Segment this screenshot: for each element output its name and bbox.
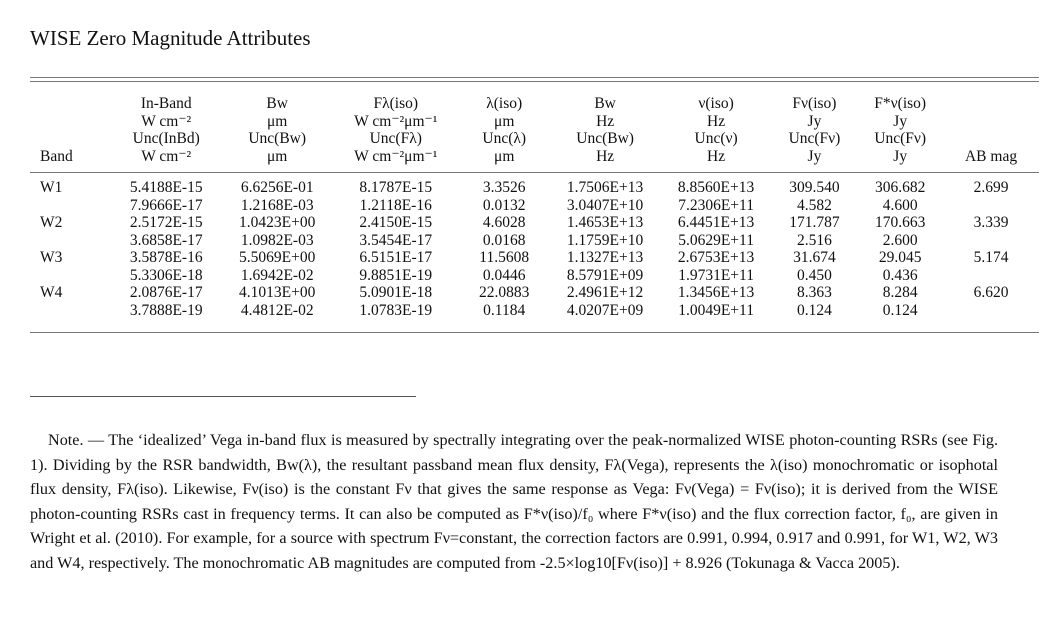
header-cell: F*ν(iso) xyxy=(874,95,927,112)
header-cell xyxy=(30,113,111,131)
value-cell: 1.6942E-02 xyxy=(240,266,314,284)
header-cell: Jy xyxy=(893,147,908,165)
value-cell: 2.6753E+13 xyxy=(677,249,755,266)
header-cell: Unc(Fλ) xyxy=(369,130,422,147)
value-cell xyxy=(943,197,1039,215)
value-cell: 29.045 xyxy=(878,249,922,266)
band-cell: W1 xyxy=(40,179,63,196)
header-cell: μm xyxy=(494,112,515,130)
header-cell: μm xyxy=(494,147,515,165)
value-cell: 8.5791E+09 xyxy=(566,266,644,284)
value-cell: 2.4150E-15 xyxy=(359,214,433,231)
table-row xyxy=(30,214,1039,232)
value-cell: 9.8851E-19 xyxy=(359,266,433,284)
header-cell xyxy=(943,130,1039,148)
header-cell: W cm⁻²μm⁻¹ xyxy=(354,112,438,130)
value-cell: 22.0883 xyxy=(479,284,530,301)
header-cell: Unc(λ) xyxy=(482,130,527,147)
value-cell: 6.620 xyxy=(973,284,1009,301)
value-cell: 11.5608 xyxy=(479,249,530,266)
value-cell: 0.450 xyxy=(797,266,832,284)
value-cell xyxy=(943,267,1039,285)
table-title: WISE Zero Magnitude Attributes xyxy=(30,26,311,50)
value-cell: 8.363 xyxy=(797,284,832,301)
value-cell: 5.5069E+00 xyxy=(239,249,316,266)
header-cell: Hz xyxy=(707,112,726,130)
value-cell: 5.0901E-18 xyxy=(359,284,433,301)
band-cell xyxy=(30,302,111,320)
value-cell: 1.0423E+00 xyxy=(239,214,316,231)
value-cell: 309.540 xyxy=(789,179,840,196)
value-cell: 3.339 xyxy=(973,214,1009,231)
value-cell: 7.9666E-17 xyxy=(129,196,203,214)
table-header xyxy=(30,95,1039,179)
value-cell: 8.284 xyxy=(882,284,918,301)
zero-magnitude-table xyxy=(30,95,1039,319)
value-cell: 171.787 xyxy=(789,214,840,231)
value-cell: 1.0783E-19 xyxy=(359,301,433,319)
header-row xyxy=(30,113,1039,131)
table-row xyxy=(30,232,1039,250)
value-cell: 4.1013E+00 xyxy=(239,284,316,301)
value-cell: 2.699 xyxy=(973,179,1009,196)
value-cell: 6.6256E-01 xyxy=(240,179,314,196)
value-cell: 1.1327E+13 xyxy=(566,249,644,266)
header-cell xyxy=(943,95,1039,113)
value-cell: 1.0982E-03 xyxy=(240,231,314,249)
value-cell: 4.6028 xyxy=(482,214,526,231)
header-cell: W cm⁻²μm⁻¹ xyxy=(354,147,438,165)
value-cell: 2.600 xyxy=(882,231,918,249)
value-cell: 5.0629E+11 xyxy=(678,231,754,249)
value-cell: 3.5454E-17 xyxy=(359,231,433,249)
header-cell: Jy xyxy=(807,112,822,130)
header-cell: Bw xyxy=(266,95,288,112)
header-cell: Unc(InBd) xyxy=(132,130,200,147)
table-row xyxy=(30,249,1039,267)
header-cell: W cm⁻² xyxy=(141,147,192,165)
header-cell: Hz xyxy=(707,147,726,165)
header-cell xyxy=(943,113,1039,131)
value-cell: 5.4188E-15 xyxy=(129,179,203,196)
value-cell: 0.436 xyxy=(882,266,918,284)
value-cell xyxy=(943,302,1039,320)
value-cell xyxy=(943,232,1039,250)
value-cell: 3.5878E-16 xyxy=(129,249,203,266)
value-cell: 1.4653E+13 xyxy=(566,214,644,231)
band-cell: W2 xyxy=(40,214,63,231)
band-cell: W4 xyxy=(40,284,63,301)
value-cell: 0.0168 xyxy=(482,231,526,249)
header-cell: Unc(ν) xyxy=(694,130,738,147)
value-cell: 2.4961E+12 xyxy=(566,284,644,301)
value-cell: 0.1184 xyxy=(483,301,526,319)
band-cell xyxy=(30,267,111,285)
header-cell: λ(iso) xyxy=(486,95,523,112)
value-cell: 4.582 xyxy=(797,196,832,214)
value-cell: 6.5151E-17 xyxy=(359,249,433,266)
value-cell: 6.4451E+13 xyxy=(677,214,755,231)
value-cell: 31.674 xyxy=(793,249,836,266)
table-row xyxy=(30,267,1039,285)
header-row xyxy=(30,95,1039,113)
table-note: Note. — The ‘idealized’ Vega in-band flux is measured by spectrally integrating over the peak-normalized WISE photon-counting RSRs (see Fig. 1). Dividing by the RSR bandwidth, Bw(λ), the resultant passband mean flux density, Fλ(Vega), represents the λ(iso) monochromatic or isophotal flux density, Fλ(iso). Likewise, Fν(iso) is the constant Fν that gives the same response as Vega: Fν(Vega) = Fν(iso); it is derived from the WISE photon-counting RSRs cast in frequency terms. It can also be computed as F*ν(iso)/f₀ where F*ν(iso) and the flux correction factor, f₀, are given in Wright et al. (2010). For example, for a source with spectrum Fν=constant, the correction factors are 0.991, 0.994, 0.917 and 0.991, for W1, W2, W3 and W4, respectively. The monochromatic AB magnitudes are computed from -2.5×log10[Fν(iso)] + 8.926 (Tokunaga & Vacca 2005). xyxy=(30,431,998,572)
header-cell: Jy xyxy=(893,112,908,130)
value-cell: 4.4812E-02 xyxy=(240,301,314,319)
value-cell: 5.3306E-18 xyxy=(129,266,203,284)
value-cell: 8.1787E-15 xyxy=(359,179,433,196)
top-double-rule-1 xyxy=(30,77,1039,78)
header-cell: Hz xyxy=(596,112,615,130)
value-cell: 0.0446 xyxy=(482,266,526,284)
value-cell: 4.600 xyxy=(882,196,918,214)
value-cell: 0.124 xyxy=(797,301,832,319)
header-row xyxy=(30,130,1039,148)
header-cell: ν(iso) xyxy=(698,95,734,112)
band-cell xyxy=(30,197,111,215)
top-double-rule-2 xyxy=(30,81,1039,82)
value-cell: 1.9731E+11 xyxy=(678,266,754,284)
value-cell: 2.5172E-15 xyxy=(129,214,203,231)
header-cell: Band xyxy=(40,147,73,165)
header-row xyxy=(30,148,1039,166)
table-row xyxy=(30,179,1039,197)
header-cell: W cm⁻² xyxy=(141,112,192,130)
value-cell: 170.663 xyxy=(875,214,926,231)
value-cell: 1.7506E+13 xyxy=(566,179,644,196)
value-cell: 3.6858E-17 xyxy=(129,231,203,249)
value-cell: 1.1759E+10 xyxy=(566,231,644,249)
header-cell: Unc(Bw) xyxy=(248,130,307,147)
header-cell xyxy=(30,130,111,148)
value-cell: 1.3456E+13 xyxy=(677,284,755,301)
header-cell: Unc(Fν) xyxy=(788,130,841,147)
value-cell: 5.174 xyxy=(973,249,1009,266)
value-cell: 2.0876E-17 xyxy=(129,284,203,301)
header-cell: In-Band xyxy=(140,95,192,112)
header-cell: Jy xyxy=(807,147,822,165)
header-cell: Fλ(iso) xyxy=(373,95,419,112)
value-cell: 0.124 xyxy=(882,301,918,319)
header-cell: AB mag xyxy=(964,147,1018,165)
value-cell: 3.3526 xyxy=(482,179,526,196)
header-cell: Hz xyxy=(596,147,615,165)
value-cell: 7.2306E+11 xyxy=(678,196,754,214)
header-cell: μm xyxy=(267,112,288,130)
table-row xyxy=(30,197,1039,215)
value-cell: 3.7888E-19 xyxy=(129,301,203,319)
value-cell: 3.0407E+10 xyxy=(566,196,644,214)
value-cell: 8.8560E+13 xyxy=(677,179,755,196)
value-cell: 306.682 xyxy=(875,179,926,196)
table-row xyxy=(30,284,1039,302)
header-cell: Unc(Bw) xyxy=(576,130,634,147)
table-row xyxy=(30,302,1039,320)
value-cell: 1.0049E+11 xyxy=(678,301,754,319)
value-cell: 1.2168E-03 xyxy=(240,196,314,214)
header-cell: μm xyxy=(267,147,288,165)
value-cell: 0.0132 xyxy=(482,196,526,214)
band-cell xyxy=(30,232,111,250)
header-cell: Bw xyxy=(594,95,616,112)
header-cell: Fν(iso) xyxy=(792,95,837,112)
table-body xyxy=(30,179,1039,319)
band-cell: W3 xyxy=(40,249,63,266)
footnote-rule xyxy=(30,396,416,397)
value-cell: 1.2118E-16 xyxy=(359,196,432,214)
header-rule xyxy=(30,172,1039,173)
value-cell: 4.0207E+09 xyxy=(566,301,644,319)
bottom-rule xyxy=(30,332,1039,333)
value-cell: 2.516 xyxy=(797,231,832,249)
header-cell xyxy=(30,95,111,113)
header-cell: Unc(Fν) xyxy=(874,130,927,147)
